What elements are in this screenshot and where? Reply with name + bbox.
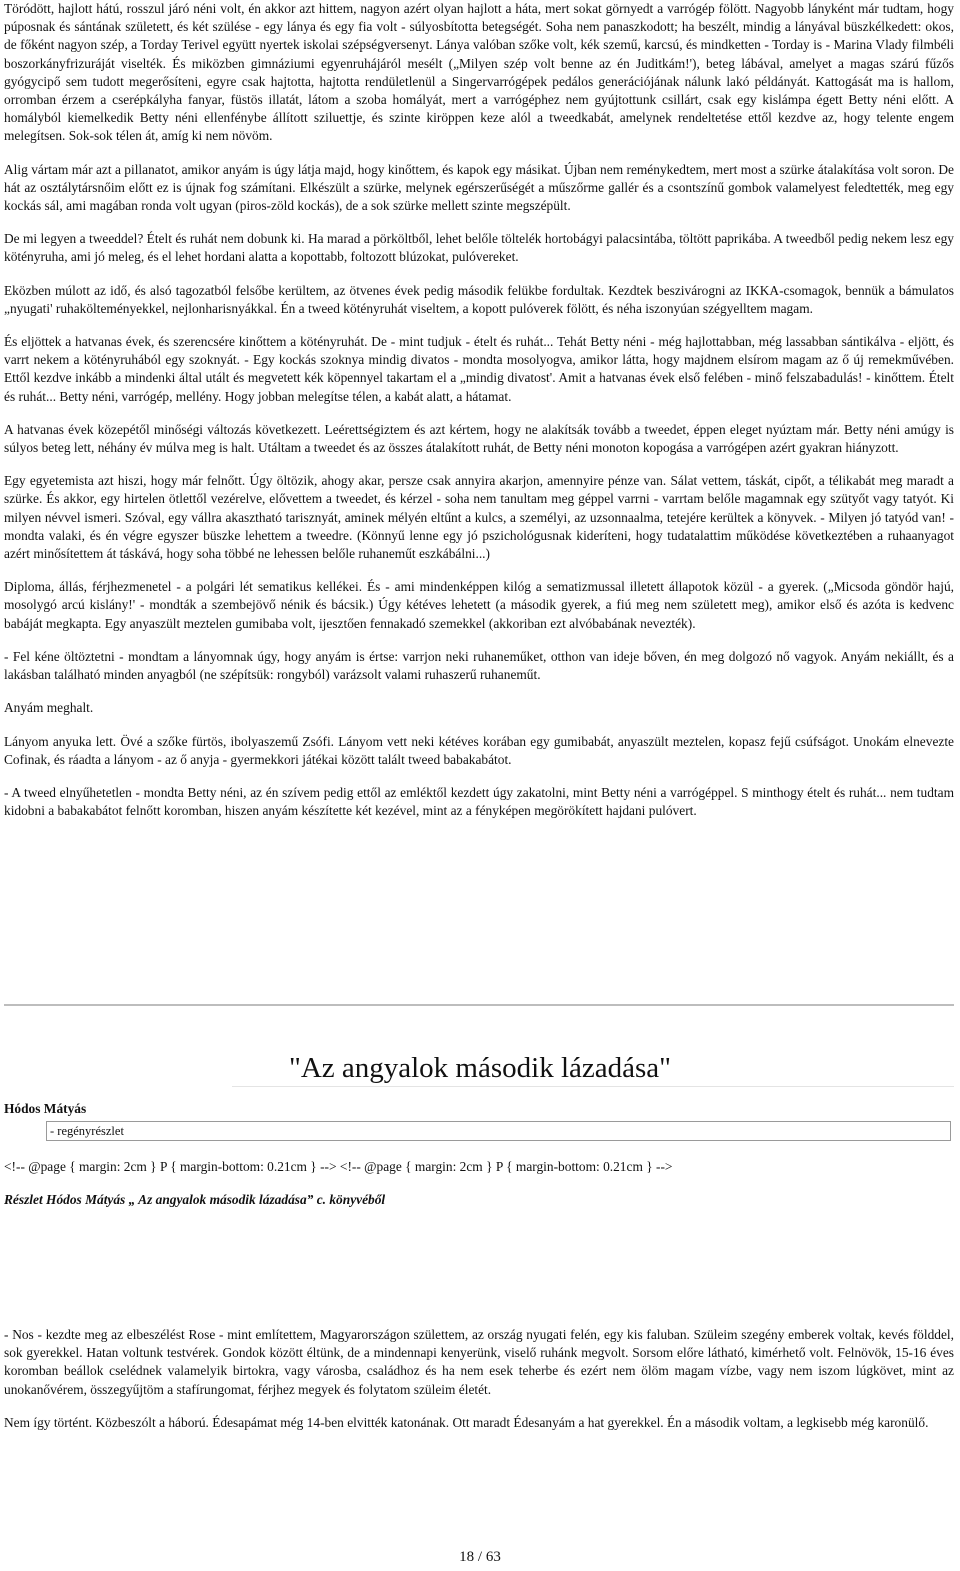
excerpt-text: [4, 1326, 954, 1447]
excerpt-heading: Részlet Hódos Mátyás „ Az angyalok második lázadása” c. könyvéből: [4, 1192, 386, 1207]
excerpt-paragraph-2: Nem így történt. Közbeszólt a háború. Édesapámat még 14-ben elvitték katonának. Ott maradt Édesanyám a hat gyerekkel. Én a második voltam, a legkisebb még karonülő.: [4, 1414, 929, 1430]
section-divider: [4, 1004, 954, 1006]
paragraph-12: - A tweed elnyűhetetlen - mondta Betty néni, az én szívem pedig ettől az emléktől kezdett úgy zakatolni, mint Betty néni a varrógéppel. S minthogy ételt és ruhát... nem tudtam kidobni a babakabátot felnőtt koromban, hiszen anyám készítette két kezével, mint az a fényképen megörökített hajdani pulóvert.: [4, 784, 954, 819]
paragraph-10: Anyám meghalt.: [4, 700, 94, 716]
css-comment-text: <!-- @page { margin: 2cm } P { margin-bottom: 0.21cm } --> <!-- @page { margin: 2cm } P { margin-bottom: 0.21cm } -->: [4, 1159, 673, 1174]
paragraph-5: És eljöttek a hatvanas évek, és szerencsére kinőttem a kötényruhát. De - mint tudjuk - ételt és ruhát... Tehát Betty néni - még hajlottabban, még lassabban sántikálva - eljött, és varrt nekem a kötényruhából egy szoknyát. - Egy kockás szoknya mindig divatos - mondta mosolyogva, amikor látta, hogy majdnem elsírom magam az ő új remekművében. Ettől kezdve inkább a mindenki által utált és megvetett kék köpennyel takartam el a „mindig divatost'. Amit a hatvanas évek első felében - minő felszabadulás! - kinőttem. Ételt és ruhát... Betty néni, varrógép, mellény. Hogy jobban melegítse télen, a kabát alatt, a hátamat.: [4, 334, 954, 404]
article-author: Hódos Mátyás: [4, 1101, 87, 1116]
paragraph-4: Eközben múlott az idő, és alsó tagozatból felsőbe kerültem, az ötvenes évek pedig második felükbe fordultak. Kezdtek beszivárogni az IKKA-csomagok, bennük a bámulatos „nyugati' ruhakölteményekkel, nejlonharisnyákkal. Én a tweed kötényruhát viseltem, a kopott pulóverek fölött, és néha iszonyúan szégyelltem magam.: [4, 282, 954, 316]
paragraph-7: Egy egyetemista azt hiszi, hogy már felnőtt. Úgy öltözik, ahogy akar, persze csak annyira akarjon, amennyire pénze van. Sálat vettem, táskát, cipőt, a télikabát meg maradt a szürke. És akkor, egy hirtelen ötlettől vezérelve, elővettem a tweedet, és kérzel - soha nem tanultam meg géppel varrni - varrtam belőle magamnak egy szütyőt vagy tatyót. Ki milyen névvel ismeri. Szóval, egy vállra akasztható tarisznyát, aminek mélyén eltűnt a kulcs, a személyi, az uzsonnaalma, tetejére kerültek a könyvek. - Milyen jó tatyód van! - mondta valaki, és én végre egyszer büszke lehettem a tweedre. (Könnyű lenne egy jó pszichológusnak kideríteni, hogy tudatalattim működése következtében a ruhaanyagot azért minősítettem át táskává, hogy soha többé ne lehessen belőle ruhaneműt eszkábálni...): [4, 473, 954, 562]
paragraph-1: Töródött, hajlott hátú, rosszul járó néni volt, én akkor azt hittem, nagyon azért olyan hajlott a háta, mert sokat görnyedt a varrógép fölött. Nagyobb lányként már tudtam, hogy púposnak és sántának született, és két szülése - egy lánya és egy fia volt - súlyosbította betegségét. Soha nem panaszkodott; ha beszélt, mindig a lányával büszkélkedett: okos, de főként nagyon szép, a Torday Terivel együtt nyertek iskolai szépségversenyt. Lánya valóban szőke volt, kék szemű, karcsú, és mindketten - Torday is - Marina Vlady filmbéli boszorkányfrizuráját viselték. És miközben gimnáziumi egyenruhájáról mesélt („Milyen szép volt benne az én Juditkám!'), beteg lábával, amelyet a magas szárú fűzős gyógycipő sem tudott megerősíteni, egyre csak hajtotta, hajtotta rendületlenül a Singervarrógépek pedálos generációjának nálunk lakó példányát. Kattogását ma is hallom, orromban érzem a cserépkályha fanyar, füstös illatát, látom a szoba homályát, mert a varrógéphez nem gyújtottunk csillárt, csak egy kislámpa égett Betty néni előtt. A homályból kiemelkedik Betty néni ellenfénybe állított sziluettje, és szinte kiröppen keze alól a tweedkabát, amelynek rendeltetése ettől kezdve az, hogy telente engem melegítsen. Sok-sok télen át, amíg ki nem növöm.: [4, 1, 954, 144]
story-text: [4, 0, 954, 835]
article-title: "Az angyalok második lázadása": [288, 1052, 671, 1085]
excerpt-paragraph-1: - Nos - kezdte meg az elbeszélést Rose - mint említettem, Magyarországon születtem, az ország nyugati felén, egy kis faluban. Szüleim szegény emberek voltak, kevés földdel, sok gyerekkel. Hatan voltunk testvérek. Gondok között éltünk, de a mindennapi kenyerünk, viselő ruhánk megvolt. Sorsom előre látható, kimérhető volt. Felnövök, 15-16 éves koromban beállok cselédnek valamelyik birtokra, vagy városba, családhoz és ha nem esek teherbe és ezért nem ölöm magam vízbe, vagy nem iszom lúgkövet, mint az unokanővérem, összegyűjtöm a stafírungomat, férjhez megyek és folytatom szüleim életét.: [4, 1327, 954, 1397]
paragraph-2: Alig vártam már azt a pillanatot, amikor anyám is úgy látja majd, hogy kinőttem, és kapok egy másikat. Újban nem reménykedtem, mert most a szürke átalakítása volt soron. De hát az osztálytársnőim előtt ez is újnak fog számítani. Elkészült a szürke, melynek egérszerűségét a műszőrme gallér és a csontszínű gombok valamelyest feledtették, meg egy kockás sál, ami magában ronda volt ugyan (piros-zöld kockás), de a sok szürke mellett szinte megszépült.: [4, 161, 954, 214]
paragraph-6: A hatvanas évek közepétől minőségi változás következett. Leérettségiztem és azt kértem, hogy ne alakítsák tovább a tweedet, éppen eleget nyúztam már. Betty néni amúgy is súlyos beteg lett, néhány év múlva meg is halt. Utáltam a tweedet és az összes átalakított ruhát, de Betty néni monoton kopogása a varrógépen azért gyakran hiányzott.: [4, 421, 954, 456]
paragraph-11: Lányom anyuka lett. Övé a szőke fürtös, ibolyaszemű Zsófi. Lányom vett neki kétéves korában egy gumibabát, anyaszült meztelen, kopasz fejű csúfságot. Unokám elnevezte Cofinak, és ráadta a lányom - az ő anyja - gyermekkori játékai között talált tweed babakabátot.: [4, 733, 954, 767]
title-underline: [232, 1086, 954, 1087]
paragraph-8: Diploma, állás, férjhezmenetel - a polgári lét sematikus kellékei. És - ami mindenképpen kilóg a sematizmussal illetett állapotok közül - a gyerek. („Micsoda göndör hajú, mosolygó arcú kislány!' - mondták a szembejövő nénik és bácsik.) Úgy kétéves lehetett (a második gyerek, a fiú meg nem született meg), amikor első és azóta is kedvenc babáját megkapta. Egy anyaszült meztelen gumibaba volt, ijesztően fennakadó szemekkel (akkoriban ezt alvóbabának nevezték).: [4, 579, 954, 631]
paragraph-9: - Fel kéne öltöztetni - mondtam a lányomnak úgy, hogy anyám is értse: varrjon neki ruhaneműket, otthon van ideje bőven, én meg dolgozó nő vagyok. Anyám nekiállt, és a lakásban található minden anyagból (ne szépítsük: rongyból) varázsolt valami ruhaszerű ruhaneműt.: [4, 648, 954, 683]
page-number: 18 / 63: [459, 1549, 501, 1565]
paragraph-3: De mi legyen a tweeddel? Ételt és ruhát nem dobunk ki. Ha marad a pörköltből, lehet belőle töltelék hortobágyi palacsintába, töltött paprikába. A tweedből pedig nekem lesz egy kötényruha, ami jó meleg, és el lehet hordani alatta a kopottabb, foltozott blúzokat, pulóvereket.: [4, 231, 954, 265]
article-subtitle: - regényrészlet: [46, 1121, 951, 1141]
